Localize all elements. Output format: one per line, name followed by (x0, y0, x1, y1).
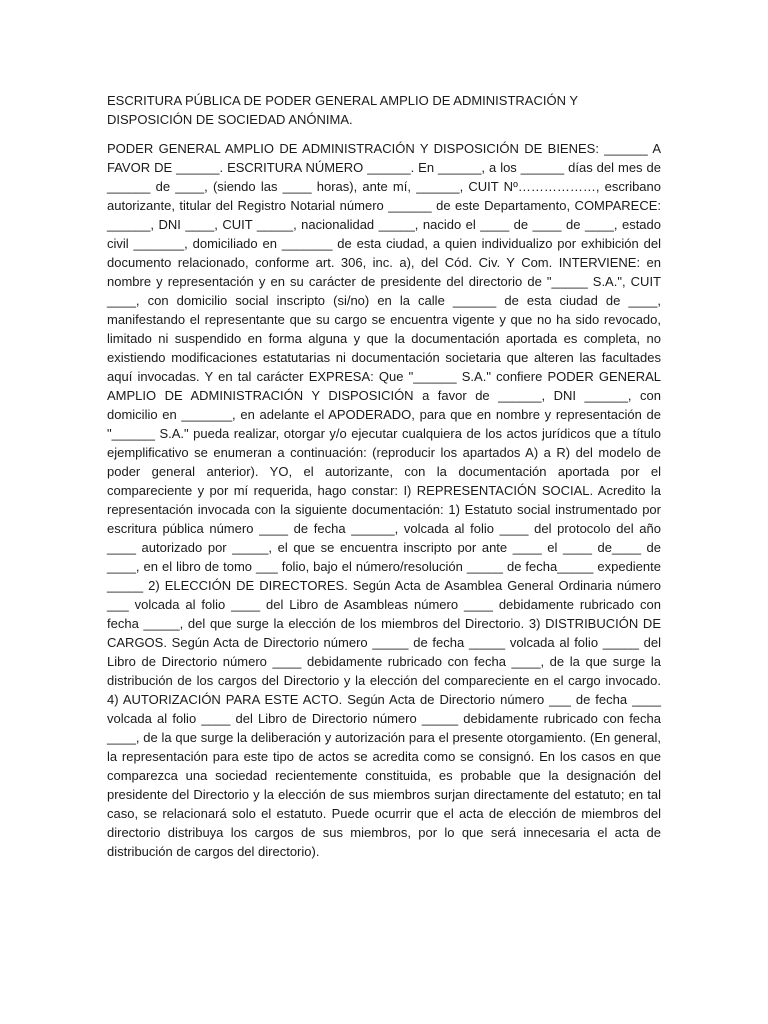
document-page (107, 91, 661, 861)
document-body: PODER GENERAL AMPLIO DE ADMINISTRACIÓN Y DISPOSICIÓN DE BIENES: ______ A FAVOR DE ______. ESCRITURA NÚMERO ______. En ______, a los ______ días del mes de ______ de ____, (siendo las ____ horas), ante mí, ______, CUIT Nº………………, escribano autorizante, titular del Registro Notarial número ______ de este Departamento, COMPARECE: ______, DNI ____, CUIT _____, nacionalidad _____, nacido el ____ de ____ de ____, estado civil _______, domiciliado en _______ de esta ciudad, a quien individualizo por exhibición del documento relacionado, conforme art. 306, inc. a), del Cód. Civ. Y Com. INTERVIENE: en nombre y representación y en su carácter de presidente del directorio de "_____ S.A.", CUIT ____, con domicilio social inscripto (si/no) en la calle ______ de esta ciudad de ____, manifestando el representante que su cargo se encuentra vigente y que no ha sido revocado, limitado ni suspendido en forma alguna y que la documentación aportada es completa, no existiendo modificaciones estatutarias ni documentación societaria que alteren las facultades aquí invocadas. Y en tal carácter EXPRESA: Que "______ S.A." confiere PODER GENERAL AMPLIO DE ADMINISTRACIÓN Y DISPOSICIÓN a favor de ______, DNI ______, con domicilio en _______, en adelante el APODERADO, para que en nombre y representación de "______ S.A." pueda realizar, otorgar y/o ejecutar cualquiera de los actos jurídicos que a título ejemplificativo se enumeran a continuación: (reproducir los apartados A) a R) del modelo de poder general anterior). YO, el autorizante, con la documentación aportada por el compareciente y por mí requerida, hago constar: I) REPRESENTACIÓN SOCIAL. Acredito la representación invocada con la siguiente documentación: 1) Estatuto social instrumentado por escritura pública número ____ de fecha ______, volcada al folio ____ del protocolo del año ____ autorizado por _____, el que se encuentra inscripto por ante ____ el ____ de____ de ____, en el libro de tomo ___ folio, bajo el número/resolución _____ de fecha_____ expediente _____ 2) ELECCIÓN DE DIRECTORES. Según Acta de Asamblea General Ordinaria número ___ volcada al folio ____ del Libro de Asambleas número ____ debidamente rubricado con fecha _____, del que surge la elección de los miembros del Directorio. 3) DISTRIBUCIÓN DE CARGOS. Según Acta de Directorio número _____ de fecha _____ volcada al folio _____ del Libro de Directorio número ____ debidamente rubricado con fecha ____, de la que surge la distribución de los cargos del Directorio y la elección del compareciente en el cargo invocado. 4) AUTORIZACIÓN PARA ESTE ACTO. Según Acta de Directorio número ___ de fecha ____ volcada al folio ____ del Libro de Directorio número _____ debidamente rubricado con fecha ____, de la que surge la deliberación y autorización para el presente otorgamiento. (En general, la representación para este tipo de actos se acredita como se consignó. En los casos en que comparezca una sociedad recientemente constituida, es probable que la designación del presidente del Directorio y la elección de sus miembros surjan directamente del estatuto; en tal caso, se relacionará solo el estatuto. Puede ocurrir que el acta de elección de miembros del directorio distribuya los cargos de sus miembros, por lo que será innecesaria el acta de distribución de cargos del directorio). (107, 141, 661, 859)
document-title: ESCRITURA PÚBLICA DE PODER GENERAL AMPLIO DE ADMINISTRACIÓN Y DISPOSICIÓN DE SOCIEDAD ANÓNIMA. (107, 93, 578, 127)
